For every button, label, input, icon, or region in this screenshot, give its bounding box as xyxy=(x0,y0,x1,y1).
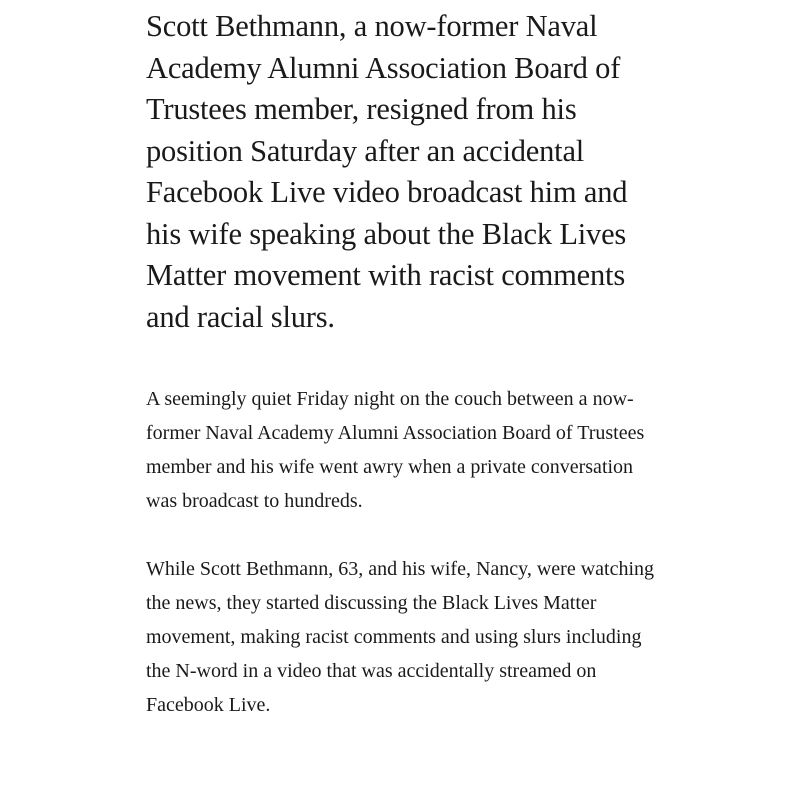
article-body xyxy=(146,6,666,722)
article-paragraph-2: While Scott Bethmann, 63, and his wife, Nancy, were watching the news, they started discussing the Black Lives Matter movement, making racist comments and using slurs including the N-word in a video that was accidentally streamed on Facebook Live. xyxy=(146,558,655,716)
article-paragraph-1: A seemingly quiet Friday night on the couch between a now-former Naval Academy Alumni Association Board of Trustees member and his wife went awry when a private conversation was broadcast to hundreds. xyxy=(146,388,645,512)
article-lede: Scott Bethmann, a now-former Naval Academy Alumni Association Board of Trustees member, resigned from his position Saturday after an accidental Facebook Live video broadcast him and his wife speaking about the Black Lives Matter movement with racist comments and racial slurs. xyxy=(146,9,628,334)
